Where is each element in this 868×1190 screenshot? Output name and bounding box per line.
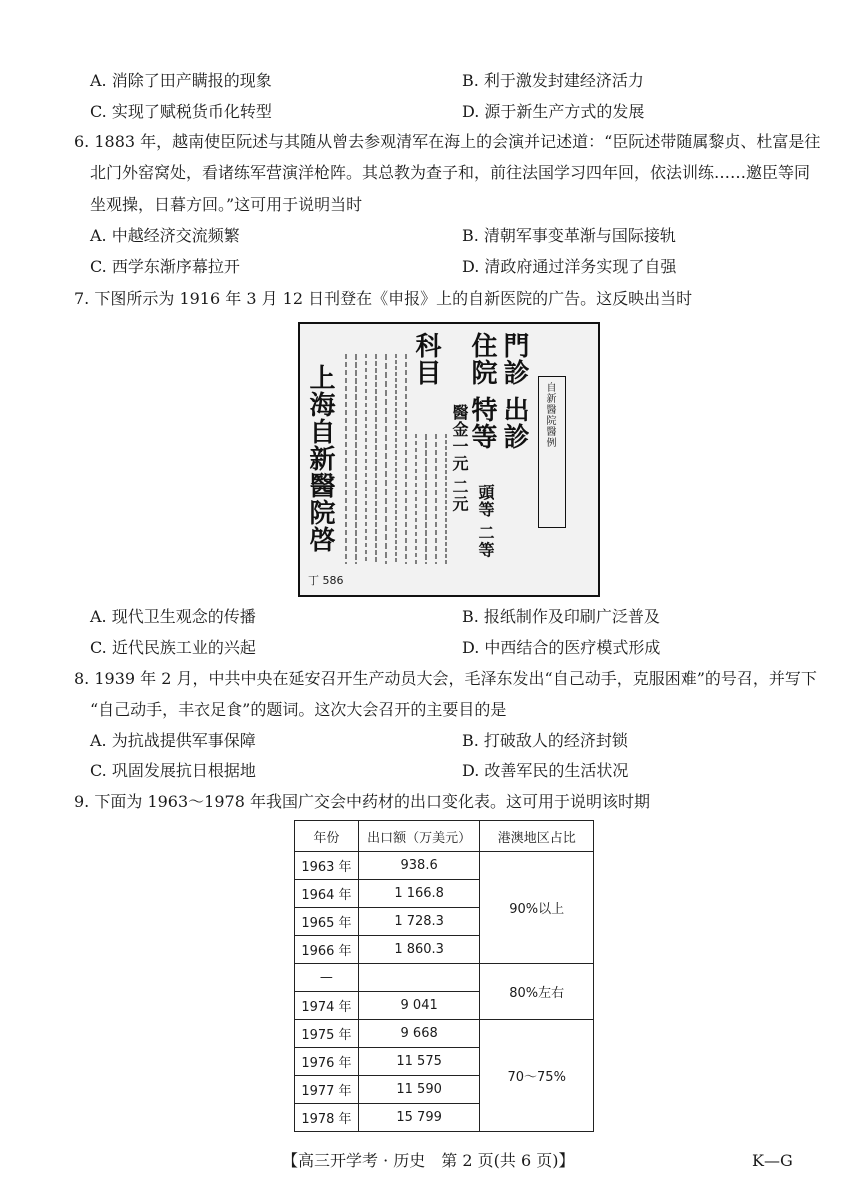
q6-stem-line-2: 北门外窑窝处，看诸练军营演洋枪阵。其总教为查子和，前往法国学习四年回，依法训练……邀臣等同: [90, 163, 811, 182]
q5-option-b: B. 利于激发封建经济活力: [462, 71, 644, 90]
table-cell-share: 70～75%: [480, 1020, 594, 1132]
table-cell-year: 1976 年: [295, 1048, 359, 1076]
page-footer: 【高三开学考 · 历史 第 2 页(共 6 页)】: [282, 1151, 575, 1170]
newspaper-advertisement-image: [298, 322, 600, 597]
table-cell-amount: 11 590: [358, 1076, 480, 1104]
ad-section-head: 科目: [411, 332, 441, 386]
q6-stem-line-3: 坐观操，日暮方回。”这可用于说明当时: [90, 195, 363, 214]
ad-fees-b: 頭等 二等: [476, 484, 495, 559]
q6-stem-line-1: 6. 1883 年，越南使臣阮述与其随从曾去参观清军在海上的会演并记述道：“臣阮述带随属黎贞、杜富是往: [74, 132, 821, 151]
q7-stem: 7. 下图所示为 1916 年 3 月 12 日刊登在《申报》上的自新医院的广告。这反映出当时: [74, 289, 693, 308]
table-cell-year: 1964 年: [295, 880, 359, 908]
q5-option-d: D. 源于新生产方式的发展: [462, 102, 645, 121]
q8-option-a: A. 为抗战提供军事保障: [90, 731, 256, 750]
table-cell-amount: 1 728.3: [358, 908, 480, 936]
table-cell-year: 1977 年: [295, 1076, 359, 1104]
table-cell-year: 1978 年: [295, 1104, 359, 1132]
table-cell-share: 80%左右: [480, 964, 594, 1020]
ad-fine-print-texture: [340, 344, 460, 574]
q7-option-b: B. 报纸制作及印刷广泛普及: [462, 607, 660, 626]
table-cell-amount: [358, 964, 480, 992]
q5-option-c: C. 实现了赋税货币化转型: [90, 102, 272, 121]
table-cell-year: 1975 年: [295, 1020, 359, 1048]
table-header-share: 港澳地区占比: [480, 821, 594, 852]
q7-option-a: A. 现代卫生观念的传播: [90, 607, 256, 626]
table-row: [295, 852, 594, 880]
table-cell-amount: 11 575: [358, 1048, 480, 1076]
q9-stem: 9. 下面为 1963～1978 年我国广交会中药材的出口变化表。这可用于说明该时期: [74, 792, 650, 811]
q6-option-b: B. 清朝军事变革渐与国际接轨: [462, 226, 676, 245]
table-cell-amount: 9 041: [358, 992, 480, 1020]
q5-option-a: A. 消除了田产瞒报的现象: [90, 71, 272, 90]
table-row: [295, 1020, 594, 1048]
q8-stem-line-2: “自己动手，丰衣足食”的题词。这次大会召开的主要目的是: [90, 700, 507, 719]
q6-option-c: C. 西学东渐序幕拉开: [90, 257, 240, 276]
ad-hospital-name: 上海自新醫院啓: [305, 364, 335, 553]
table-cell-year: 1974 年: [295, 992, 359, 1020]
table-cell-amount: 1 860.3: [358, 936, 480, 964]
q8-option-d: D. 改善军民的生活状况: [462, 761, 629, 780]
table-header-amount: 出口额（万美元）: [358, 821, 480, 852]
ad-tag: 丁 586: [308, 574, 344, 587]
table-cell-year: 1963 年: [295, 852, 359, 880]
q8-option-b: B. 打破敌人的经济封锁: [462, 731, 628, 750]
q6-option-a: A. 中越经济交流频繁: [90, 226, 240, 245]
q7-option-c: C. 近代民族工业的兴起: [90, 638, 256, 657]
q8-stem-line-1: 8. 1939 年 2 月，中共中央在延安召开生产动员大会，毛泽东发出“自己动手，克服困难”的号召，并写下: [74, 669, 817, 688]
table-cell-year: 1966 年: [295, 936, 359, 964]
table-cell-amount: 938.6: [358, 852, 480, 880]
table-header-row: [295, 821, 594, 852]
table-cell-year: —: [295, 964, 359, 992]
q6-option-d: D. 清政府通过洋务实现了自强: [462, 257, 677, 276]
q7-option-d: D. 中西结合的医疗模式形成: [462, 638, 661, 657]
q8-option-c: C. 巩固发展抗日根据地: [90, 761, 256, 780]
table-cell-amount: 9 668: [358, 1020, 480, 1048]
page-code: K—G: [752, 1151, 793, 1170]
table-cell-amount: 15 799: [358, 1104, 480, 1132]
table-cell-share: 90%以上: [480, 852, 594, 964]
ad-header: 自新醫院醫例: [544, 382, 555, 448]
export-table: [294, 820, 594, 1132]
table-row: [295, 964, 594, 992]
table-header-year: 年份: [295, 821, 359, 852]
ad-title-col-1: 門診 出診: [499, 332, 529, 451]
table-cell-year: 1965 年: [295, 908, 359, 936]
ad-fees-a: 醫金一元 二元: [450, 404, 469, 513]
table-cell-amount: 1 166.8: [358, 880, 480, 908]
ad-title-col-2: 住院 特等: [467, 332, 497, 451]
